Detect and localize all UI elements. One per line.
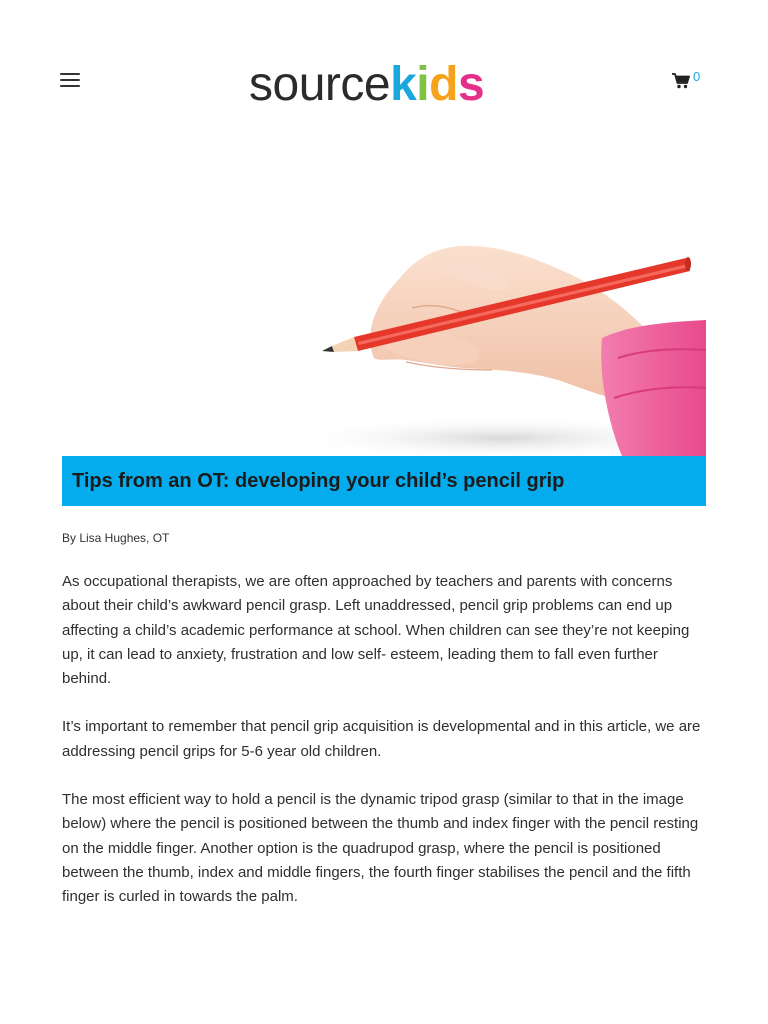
logo-letter-s: s (457, 58, 485, 111)
article-title-bar (62, 456, 706, 506)
article-paragraph: The most efficient way to hold a pencil is the dynamic tripod grasp (similar to that in the image below) where the pencil is positioned between the thumb and index finger with the pencil resting on the middle finger. Another option is the quadrupod grasp, where the pencil is positioned between the thumb, index and middle fingers, the fourth finger stabilises the pencil and the fifth finger is curled in towards the palm. (62, 791, 699, 906)
logo-letter-d: d (429, 58, 458, 111)
article-body (62, 570, 710, 934)
article-byline: By Lisa Hughes, OT (62, 531, 170, 545)
shopping-cart-icon (672, 73, 690, 89)
cart-button[interactable] (672, 70, 708, 94)
site-header (0, 0, 768, 140)
logo-text-source: source (249, 58, 391, 111)
cart-count: 0 (693, 69, 701, 84)
article-title: Tips from an OT: developing your child’s pencil grip (72, 470, 565, 492)
article-paragraph: As occupational therapists, we are often approached by teachers and parents with concerns about their child’s awkward pencil grasp. Left unaddressed, pencil grip problems can end up affecting a child’s academic performance at school. When children can see they’re not keeping up, it can lead to anxiety, frustration and low self- esteem, leading them to fall even further behind. (62, 573, 690, 688)
pencil-in-hand-illustration (62, 238, 706, 456)
logo-letter-k: k (390, 58, 417, 111)
hero-image (62, 238, 706, 456)
sourcekids-logo[interactable] (249, 58, 521, 112)
article-paragraph: It’s important to remember that pencil grip acquisition is developmental and in this article, we are addressing pencil grips for 5-6 year old children. (62, 718, 701, 760)
hamburger-menu-icon[interactable] (60, 71, 82, 89)
logo-letter-i: i (416, 58, 430, 111)
